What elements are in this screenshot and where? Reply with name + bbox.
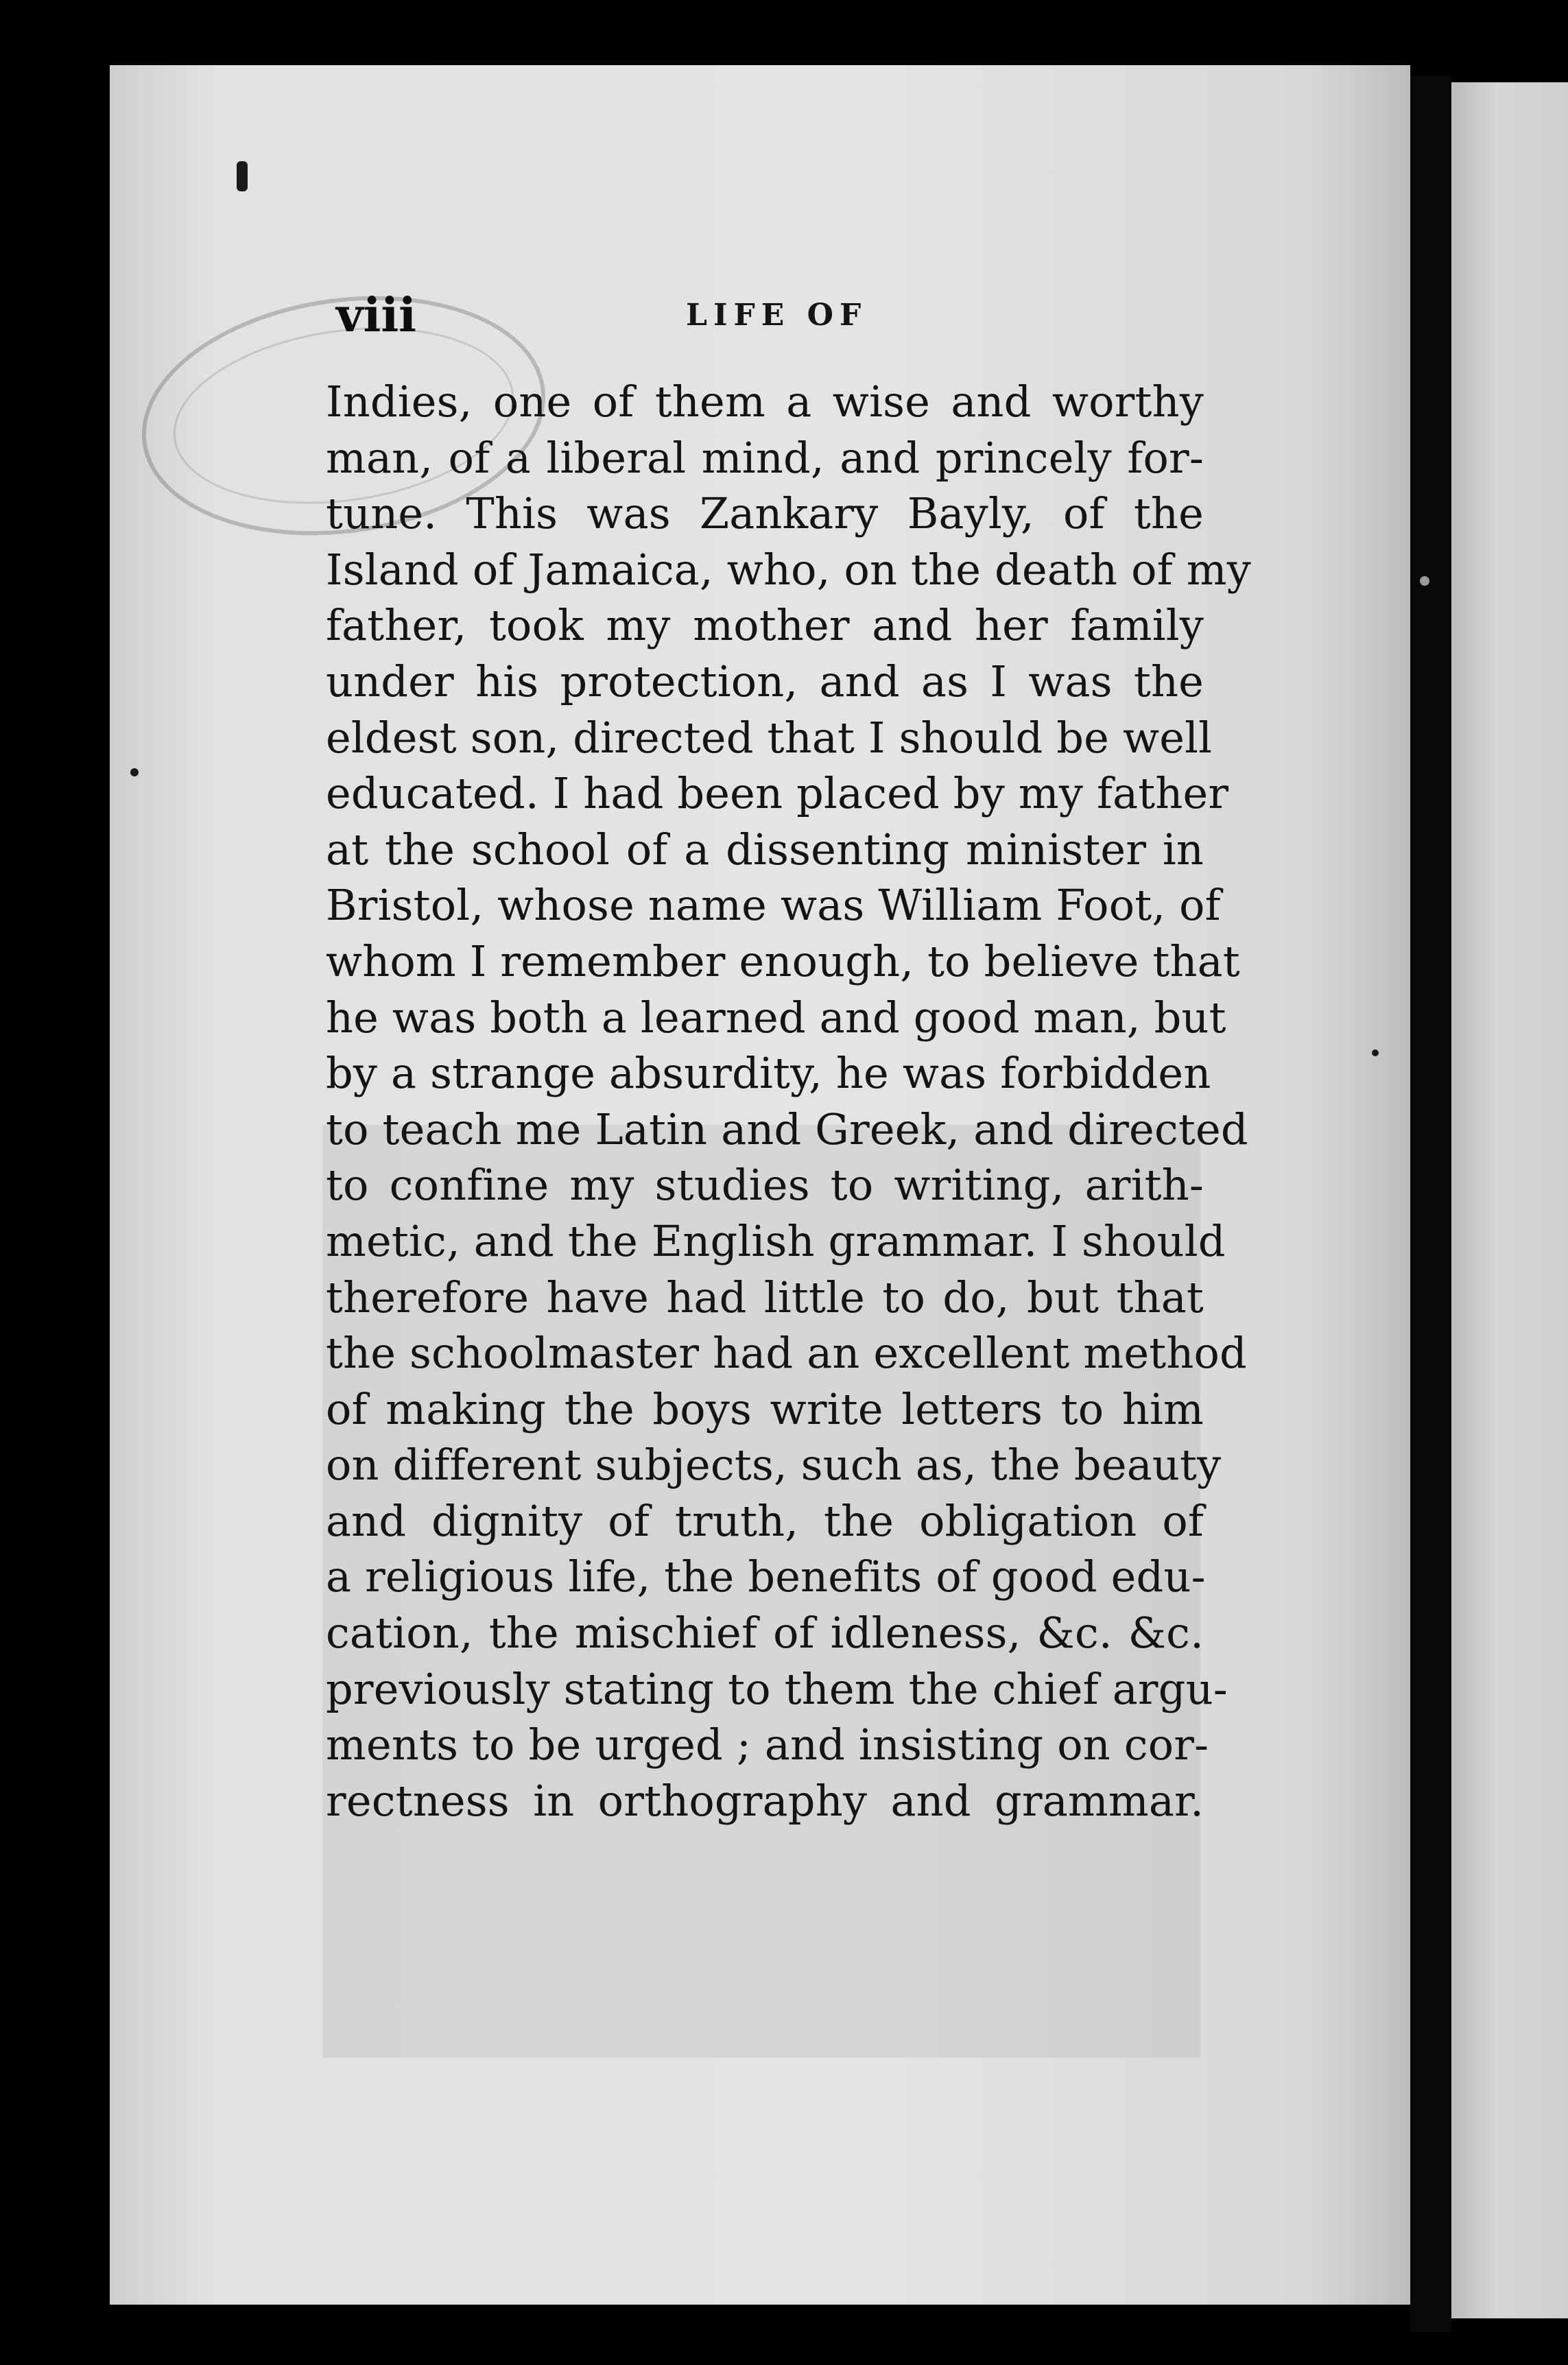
text-line: previously stating to them the chief argu-: [326, 1663, 1228, 1714]
text-line: therefore have had little to do, but that: [326, 1272, 1204, 1322]
text-line: metic, and the English grammar. I should: [326, 1215, 1226, 1266]
adjacent-page-edge: [1451, 82, 1568, 2318]
ink-speck: [1372, 1049, 1379, 1056]
page-number: viii: [336, 288, 417, 343]
text-line: he was both a learned and good man, but: [326, 992, 1226, 1043]
text-line: a religious life, the benefits of good edu-: [326, 1552, 1206, 1602]
ink-speck: [1420, 576, 1429, 586]
body-text: [326, 374, 1251, 1829]
text-line: by a strange absurdity, he was forbidden: [326, 1048, 1211, 1099]
text-line: to confine my studies to writing, arith-: [326, 1160, 1204, 1211]
text-line: tune. This was Zankary Bayly, of the: [326, 488, 1204, 539]
text-line: Indies, one of them a wise and worthy: [326, 377, 1204, 427]
text-line: of making the boys write letters to him: [326, 1383, 1204, 1434]
ink-speck: [130, 768, 139, 776]
text-line: rectness in orthography and grammar.: [326, 1775, 1204, 1826]
text-line: at the school of a dissenting minister in: [326, 824, 1204, 875]
text-line: and dignity of truth, the obligation of: [326, 1495, 1204, 1546]
page-header: [336, 288, 1204, 350]
text-line: whom I remember enough, to believe that: [326, 936, 1240, 986]
text-line: on different subjects, such as, the beauty: [326, 1440, 1222, 1490]
text-line: educated. I had been placed by my father: [326, 768, 1229, 819]
text-line: cation, the mischief of idleness, &c. &c.: [326, 1608, 1204, 1659]
text-line: Island of Jamaica, who, on the death of my: [326, 544, 1251, 595]
text-line: eldest son, directed that I should be well: [326, 712, 1213, 763]
text-line: under his protection, and as I was the: [326, 656, 1204, 706]
text-line: father, took my mother and her family: [326, 600, 1204, 651]
text-line: Bristol, whose name was William Foot, of: [326, 880, 1221, 931]
ink-speck: [237, 161, 248, 191]
text-line: man, of a liberal mind, and princely for-: [326, 432, 1204, 483]
text-line: ments to be urged ; and insisting on cor-: [326, 1720, 1209, 1770]
text-line: the schoolmaster had an excellent method: [326, 1328, 1247, 1379]
running-head: LIFE OF: [686, 298, 868, 333]
binding-gutter: [1410, 75, 1451, 2332]
text-line: to teach me Latin and Greek, and directed: [326, 1104, 1248, 1154]
